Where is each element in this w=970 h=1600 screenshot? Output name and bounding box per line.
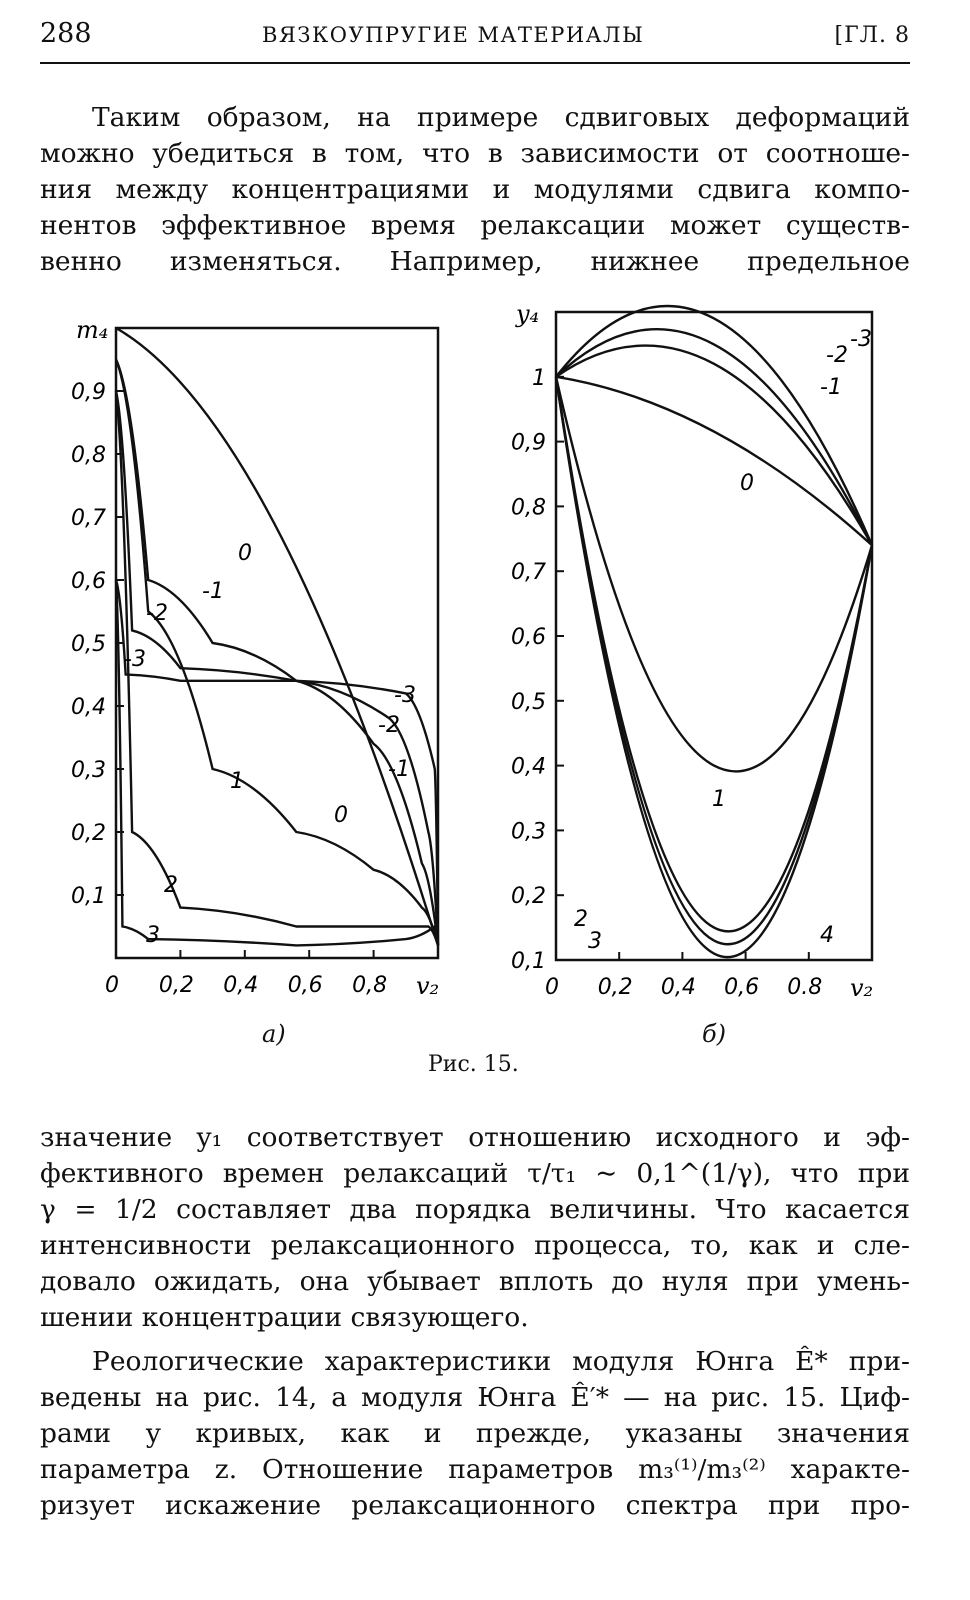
text-line: γ = 1/2 составляет два порядка величины. Что касается (40, 1194, 910, 1225)
curve-label: -1 (388, 757, 410, 782)
x-tick-label: 0,6 (287, 973, 323, 998)
series-curve-0 (116, 328, 438, 945)
curve-label: -3 (124, 647, 146, 672)
y-tick-label: 0,9 (71, 380, 106, 405)
chart-panel-b (490, 298, 920, 1058)
y-tick-label: 0,5 (71, 632, 106, 657)
curve-label: 0 (238, 541, 252, 566)
text-line: Реологические характеристики модуля Юнга Ê* при- (92, 1346, 910, 1377)
y-tick-label: 0,8 (71, 443, 106, 468)
chart-panel-a (40, 298, 470, 1058)
y-tick-label: 0,1 (511, 949, 546, 974)
curve-label: 2 (574, 907, 588, 932)
y-tick-label: 1 (532, 365, 546, 391)
y-tick-label: 0,4 (511, 754, 546, 780)
series-curve--2 (556, 329, 872, 545)
x-tick-label: 0,6 (724, 975, 760, 1000)
panel-b-plot (511, 300, 873, 1002)
y-tick-label: 0,7 (71, 506, 106, 531)
curve-label: -3 (394, 683, 416, 708)
x-tick-label: 0,2 (158, 973, 194, 998)
text-line: ния между концентрациями и модулями сдвига компо- (40, 174, 910, 205)
series-curve-4 (556, 377, 872, 957)
x-axis-label: v₂ (850, 974, 874, 1002)
text-line: можно убедиться в том, что в зависимости от соотноше- (40, 138, 910, 169)
text-line: довало ожидать, она убывает вплоть до нуля при умень- (40, 1266, 910, 1297)
curve-label: 4 (820, 923, 834, 948)
text-line: значение y₁ соответствует отношению исходного и эф- (40, 1122, 910, 1153)
curve-label: -2 (826, 343, 848, 368)
y-axis-label: m₄ (76, 316, 109, 344)
y-tick-label: 0,8 (511, 495, 546, 521)
y-tick-label: 0,4 (71, 695, 106, 720)
curve-label: 3 (588, 929, 602, 954)
panel-b-label: б) (702, 1020, 727, 1048)
series-curve-1 (116, 360, 438, 946)
x-tick-label: 0,4 (660, 975, 696, 1000)
y-tick-label: 0,6 (71, 569, 106, 594)
y-tick-label: 0,3 (511, 819, 546, 845)
curve-label: -2 (378, 713, 400, 738)
panel-a-label: а) (262, 1020, 286, 1048)
figure-caption: Рис. 15. (428, 1052, 519, 1077)
x-axis-label: v₂ (416, 972, 440, 1000)
curve-label: -3 (850, 327, 872, 352)
header-rule (40, 62, 910, 64)
x-tick-label: 0,4 (223, 973, 259, 998)
curve-label: 1 (230, 769, 244, 794)
panel-a-plot (71, 316, 439, 1000)
series-curve-1 (556, 377, 872, 772)
series-curve--1 (116, 360, 438, 946)
y-axis-label: y₄ (516, 300, 540, 328)
y-tick-label: 0,7 (511, 560, 546, 586)
y-tick-label: 0,6 (511, 625, 546, 650)
x-tick-label: 0 (545, 975, 559, 1000)
plot-frame (116, 328, 438, 958)
text-line: ведены на рис. 14, а модуля Юнга Ê′* — на рис. 15. Циф- (40, 1382, 910, 1413)
curve-label: -1 (820, 375, 842, 400)
y-tick-label: 0,2 (511, 884, 546, 910)
text-line: Таким образом, на примере сдвиговых деформаций (92, 102, 910, 133)
curve-label: 0 (740, 471, 754, 496)
curve-label: -2 (146, 601, 168, 626)
text-line: нентов эффективное время релаксации может существ- (40, 210, 910, 241)
text-line: рами у кривых, как и прежде, указаны значения (40, 1418, 910, 1449)
y-tick-label: 0,2 (71, 821, 106, 846)
curve-label: 1 (712, 787, 726, 812)
curve-label: 0 (334, 803, 348, 828)
y-tick-label: 0,3 (71, 758, 106, 783)
x-tick-label: 0,2 (597, 975, 633, 1000)
text-line: шении концентрации связующего. (40, 1302, 529, 1333)
text-line: интенсивности релаксационного процесса, то, как и сле- (40, 1230, 910, 1261)
running-title: ВЯЗКОУПРУГИЕ МАТЕРИАЛЫ (262, 23, 645, 47)
chapter-marker: [ГЛ. 8 (834, 23, 910, 48)
curve-label: 3 (146, 923, 160, 948)
text-line: ризует искажение релаксационного спектра при про- (40, 1490, 910, 1521)
page-number: 288 (40, 18, 92, 49)
y-tick-label: 0,5 (511, 689, 546, 715)
page-header (40, 18, 910, 58)
figure-15 (40, 298, 920, 1098)
text-line: венно изменяться. Например, нижнее предельное (40, 246, 910, 277)
x-tick-label: 0 (105, 973, 119, 998)
y-tick-label: 0,9 (511, 430, 546, 456)
text-line: параметра z. Отношение параметров m₃⁽¹⁾/m₃⁽²⁾ характе- (40, 1454, 910, 1485)
y-tick-label: 0,1 (71, 884, 106, 909)
curve-label: -1 (202, 579, 224, 604)
x-tick-label: 0.8 (787, 975, 823, 1000)
curve-label: 2 (164, 873, 178, 898)
text-line: фективного времен релаксаций τ/τ₁ ∼ 0,1^(1/γ), что при (40, 1158, 910, 1189)
x-tick-label: 0,8 (352, 973, 388, 998)
